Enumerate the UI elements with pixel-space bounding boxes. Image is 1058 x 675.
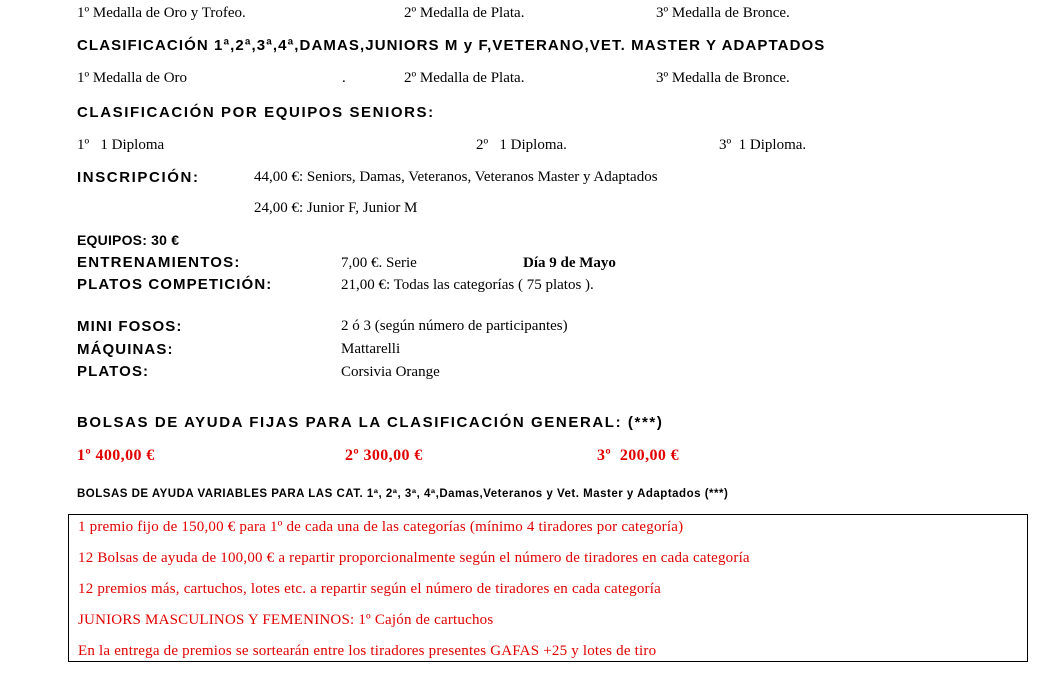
variable-aid-box: [68, 514, 1028, 662]
fixed-aid-second: 2º 300,00 €: [345, 447, 423, 464]
variable-aid-line: 12 premios más, cartuchos, lotes etc. a repartir según el número de tiradores en cada categoría: [78, 581, 661, 597]
fixed-aid-heading: BOLSAS DE AYUDA FIJAS PARA LA CLASIFICACIÓN GENERAL: (***): [77, 414, 664, 431]
plates-value: Corsivia Orange: [341, 364, 440, 380]
training-value: 7,00 €. Serie: [341, 255, 417, 271]
teams-fee: EQUIPOS: 30 €: [77, 232, 180, 248]
variable-aid-line: En la entrega de premios se sortearán entre los tiradores presentes GAFAS +25 y lotes de tiro: [78, 643, 657, 659]
machines-value: Mattarelli: [341, 341, 401, 357]
inscription-fee-juniors: 24,00 €: Junior F, Junior M: [254, 200, 418, 216]
category-medal-second: 2º Medalla de Plata.: [404, 70, 525, 86]
variable-aid-heading: BOLSAS DE AYUDA VARIABLES PARA LAS CAT. 1ª, 2ª, 3ª, 4ª,Damas,Veteranos y Vet. Master y Adaptados (***): [77, 488, 729, 500]
category-medal-first: 1º Medalla de Oro: [77, 70, 188, 86]
training-date: Día 9 de Mayo: [523, 255, 616, 271]
mini-fosos-value: 2 ó 3 (según número de participantes): [341, 318, 568, 334]
team-diploma-second: 2º 1 Diploma.: [476, 137, 567, 153]
competition-plates-label: PLATOS COMPETICIÓN:: [77, 276, 273, 293]
variable-aid-line: JUNIORS MASCULINOS Y FEMENINOS: 1º Cajón de cartuchos: [78, 612, 494, 628]
classification-teams-heading: CLASIFICACIÓN POR EQUIPOS SENIORS:: [77, 104, 435, 121]
inscription-label: INSCRIPCIÓN:: [77, 169, 200, 186]
team-diploma-third: 3º 1 Diploma.: [719, 137, 807, 153]
training-label: ENTRENAMIENTOS:: [77, 254, 241, 271]
classification-categories-heading: CLASIFICACIÓN 1ª,2ª,3ª,4ª,DAMAS,JUNIORS M y F,VETERANO,VET. MASTER Y ADAPTADOS: [77, 37, 826, 54]
category-separator-dot: .: [342, 70, 346, 86]
fixed-aid-first: 1º 400,00 €: [77, 447, 155, 464]
variable-aid-line: 12 Bolsas de ayuda de 100,00 € a repartir proporcionalmente según el número de tiradores en cada categoría: [78, 550, 750, 566]
fixed-aid-third: 3º 200,00 €: [597, 447, 680, 464]
plates-label: PLATOS:: [77, 363, 150, 380]
inscription-fee-seniors: 44,00 €: Seniors, Damas, Veteranos, Veteranos Master y Adaptados: [254, 169, 658, 185]
team-diploma-first: 1º 1 Diploma: [77, 137, 165, 153]
mini-fosos-label: MINI FOSOS:: [77, 318, 183, 335]
medal-second: 2º Medalla de Plata.: [404, 5, 525, 21]
competition-plates-value: 21,00 €: Todas las categorías ( 75 platos ).: [341, 277, 594, 293]
machines-label: MÁQUINAS:: [77, 341, 174, 358]
category-medal-third: 3º Medalla de Bronce.: [656, 70, 790, 86]
variable-aid-line: 1 premio fijo de 150,00 € para 1º de cada una de las categorías (mínimo 4 tiradores por categoría): [78, 519, 684, 535]
medal-third: 3º Medalla de Bronce.: [656, 5, 790, 21]
medal-first-trophy: 1º Medalla de Oro y Trofeo.: [77, 5, 246, 21]
